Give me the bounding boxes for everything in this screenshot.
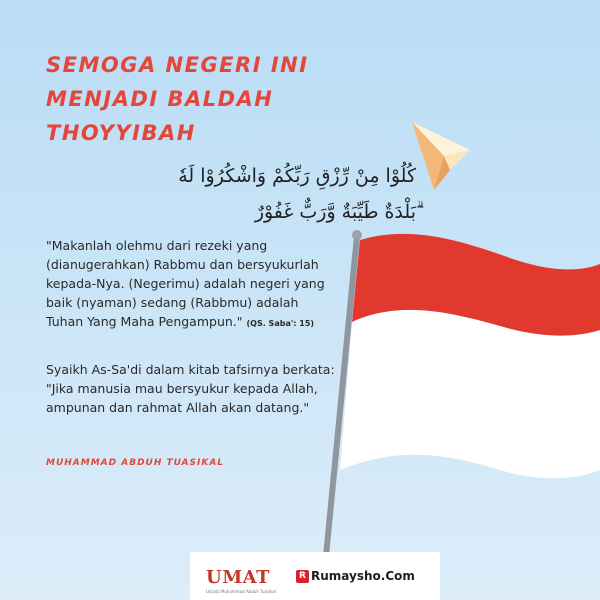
umat-logo <box>206 567 270 588</box>
verse-translation <box>46 236 336 333</box>
title-line: SEMOGA NEGERI INI <box>46 53 309 77</box>
page-title <box>46 48 309 150</box>
arabic-line: كُلُوْا مِنْ رِّزْقِ رَبِّكُمْ وَاشْكُرُوْا لَهٗ <box>178 165 416 187</box>
translation-text: "Makanlah olehmu dari rezeki yang (dianugerahkan) Rabbmu dan bersyukurlah kepada-Nya. (Negerimu) adalah negeri yang baik (nyaman) sedang (Rabbmu) adalah Tuhan Yang Maha Pengampun." <box>46 238 325 329</box>
rumaysho-logo <box>296 569 415 583</box>
tafsir-commentary: Syaikh As-Sa'di dalam kitab tafsirnya berkata: "Jika manusia mau bersyukur kepada Allah, ampunan dan rahmat Allah akan datang." <box>46 362 335 415</box>
rumaysho-logo-text: Rumaysho.Com <box>311 569 415 583</box>
arabic-verse <box>46 158 416 230</box>
umat-logo-text: UMAT <box>206 567 270 588</box>
umat-tagline: Ustadz Muhammad Abduh Tuasikal <box>206 589 276 594</box>
title-line: THOYYIBAH <box>46 121 196 145</box>
title-line: MENJADI BALDAH <box>46 87 274 111</box>
arabic-line: ۗبَلْدَةٌ طَيِّبَةٌ وَّرَبٌّ غَفُوْرٌ <box>254 201 416 223</box>
rumaysho-badge-icon: R <box>296 570 309 583</box>
paper-plane-icon <box>412 122 470 190</box>
verse-reference: (QS. Saba': 15) <box>246 319 315 328</box>
author-name: MUHAMMAD ABDUH TUASIKAL <box>46 458 225 468</box>
